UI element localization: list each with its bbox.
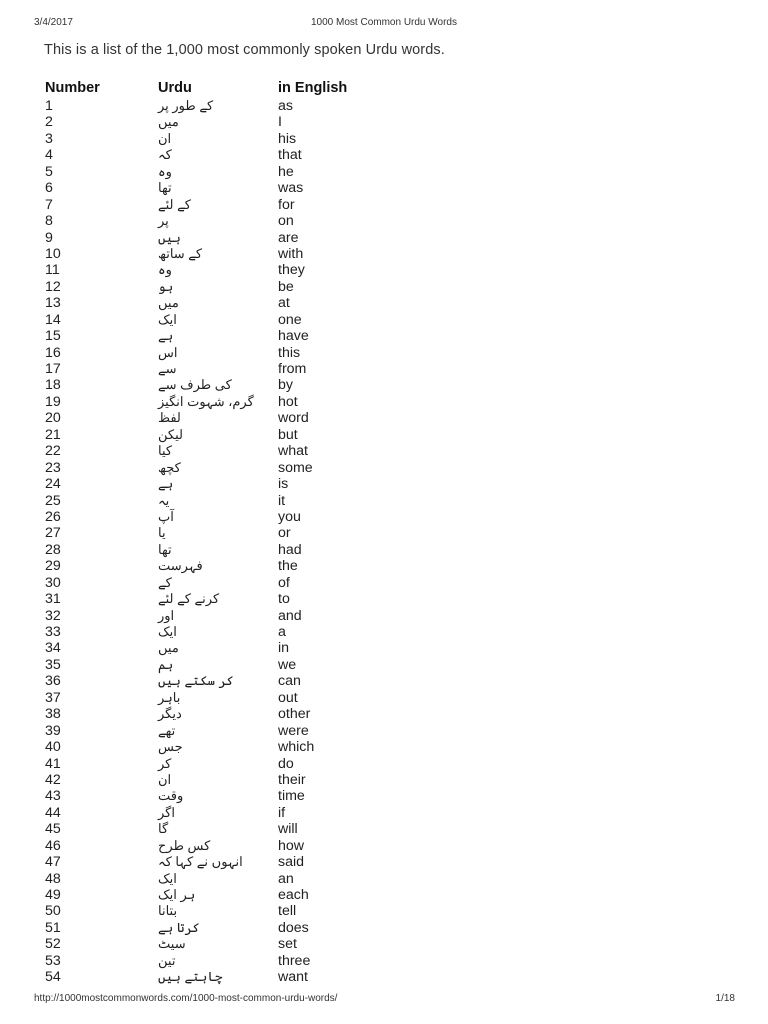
table-row [45,739,405,755]
intro-text: This is a list of the 1,000 most commonly spoken Urdu words. [44,42,445,58]
row-english-word: said [278,854,305,871]
table-row [45,361,405,377]
row-number: 53 [45,952,61,969]
row-english-word: time [278,788,305,805]
row-english-word: he [278,163,294,180]
row-urdu-word [158,476,278,492]
row-english-word: by [278,377,293,394]
row-urdu-word [158,903,278,919]
urdu-text: کے [158,574,172,590]
row-english-word: at [278,295,290,312]
row-urdu-word [158,410,278,426]
urdu-text: جس [158,739,183,755]
table-row [45,493,405,509]
row-urdu-word [158,673,278,689]
table-row [45,147,405,163]
row-number: 51 [45,919,61,936]
urdu-text: لفظ [158,410,181,426]
row-number: 8 [45,213,53,230]
urdu-text: یا [158,525,166,541]
row-urdu-word [158,772,278,788]
urdu-text: ہے [158,476,174,492]
row-english-word: in [278,640,290,657]
row-number: 27 [45,525,61,542]
urdu-text: تھا [158,541,172,557]
row-urdu-word [158,608,278,624]
table-row [45,673,405,689]
row-number: 19 [45,393,61,410]
header-date: 3/4/2017 [34,17,73,28]
urdu-text: میں [158,114,179,130]
row-urdu-word [158,394,278,410]
urdu-text: ہے [158,328,174,344]
urdu-text: ان [158,130,172,146]
urdu-text: ہیں [158,229,181,245]
row-english-word: which [278,739,315,756]
table-row [45,98,405,114]
row-english-word: from [278,361,307,377]
table-row [45,871,405,887]
table-row [45,772,405,788]
row-urdu-word [158,328,278,344]
row-urdu-word [158,509,278,525]
row-number: 16 [45,344,61,361]
row-english-word: as [278,98,293,114]
row-urdu-word [158,657,278,673]
urdu-text: ہو [158,278,174,294]
row-number: 41 [45,755,61,772]
row-urdu-word [158,377,278,393]
table-row [45,936,405,952]
word-table [45,80,405,986]
row-english-word: their [278,771,306,788]
row-urdu-word [158,525,278,541]
row-number: 29 [45,558,61,575]
row-number: 30 [45,574,61,591]
row-english-word: an [278,870,294,887]
table-row [45,805,405,821]
row-number: 4 [45,147,53,164]
row-number: 43 [45,788,61,805]
row-urdu-word [158,279,278,295]
row-english-word: had [278,541,302,558]
table-row [45,114,405,130]
urdu-text: اس [158,344,178,360]
row-number: 15 [45,328,61,345]
row-urdu-word [158,131,278,147]
table-row [45,821,405,837]
table-row [45,328,405,344]
row-number: 14 [45,311,61,328]
urdu-text: چاہتے ہیں [158,969,223,985]
row-english-word: his [278,130,297,147]
urdu-text: کیا [158,443,173,459]
row-urdu-word [158,312,278,328]
row-urdu-word [158,821,278,837]
table-header [45,80,405,98]
header-title: 1000 Most Common Urdu Words [311,17,457,28]
row-english-word: can [278,673,301,690]
row-english-word: word [278,410,309,427]
table-row [45,295,405,311]
table-row [45,887,405,903]
urdu-text: ہر ایک [158,887,196,902]
row-number: 54 [45,969,61,986]
row-urdu-word [158,197,278,213]
row-urdu-word [158,460,278,476]
urdu-text: گا [158,821,169,837]
row-urdu-word [158,640,278,656]
row-number: 52 [45,936,61,953]
row-urdu-word [158,180,278,196]
urdu-text: یہ [158,492,170,508]
column-header-english: in English [278,80,348,96]
row-number: 46 [45,837,61,854]
row-urdu-word [158,575,278,591]
urdu-text: فہرست [158,558,203,574]
row-urdu-word [158,756,278,772]
table-row [45,723,405,739]
row-number: 37 [45,689,61,706]
table-row [45,197,405,213]
table-row [45,788,405,804]
row-number: 11 [45,262,60,279]
table-row [45,394,405,410]
urdu-text: گرم، شہوت انگیز [158,393,254,409]
row-urdu-word [158,558,278,574]
row-english-word: out [278,689,298,706]
urdu-text: ان [158,771,172,787]
row-number: 44 [45,804,61,821]
row-english-word: does [278,919,309,936]
row-urdu-word [158,838,278,854]
row-number: 47 [45,854,61,871]
urdu-text: اور [158,607,175,623]
row-urdu-word [158,871,278,887]
row-number: 7 [45,196,53,213]
row-urdu-word [158,230,278,246]
row-english-word: of [278,574,290,591]
row-english-word: you [278,508,301,525]
row-english-word: we [278,656,297,673]
urdu-text: سے [158,361,177,376]
row-number: 40 [45,739,61,756]
row-english-word: was [278,180,304,197]
row-number: 25 [45,492,61,509]
row-number: 20 [45,410,61,427]
row-urdu-word [158,969,278,985]
table-row [45,640,405,656]
row-urdu-word [158,706,278,722]
urdu-text: کرتا ہے [158,919,200,935]
table-row [45,509,405,525]
row-urdu-word [158,887,278,903]
row-number: 24 [45,476,61,493]
footer-page-number: 1/18 [715,993,735,1004]
row-number: 9 [45,229,53,246]
urdu-text: انہوں نے کہا کہ [158,854,243,870]
table-row [45,575,405,591]
table-row [45,410,405,426]
table-row [45,279,405,295]
urdu-text: میں [158,640,179,656]
urdu-text: پر [158,213,169,229]
table-body [45,98,405,986]
row-number: 31 [45,591,61,608]
row-urdu-word [158,624,278,640]
row-urdu-word [158,427,278,443]
row-english-word: and [278,607,302,624]
urdu-text: بتانا [158,903,178,919]
row-english-word: a [278,624,286,640]
row-urdu-word [158,854,278,870]
column-header-urdu: Urdu [158,80,192,96]
row-number: 1 [45,98,53,114]
row-english-word: set [278,936,297,953]
table-row [45,920,405,936]
row-english-word: will [278,821,298,838]
row-english-word: want [278,969,308,986]
row-number: 23 [45,459,61,476]
urdu-text: کچھ [158,459,181,475]
row-number: 42 [45,771,61,788]
table-row [45,213,405,229]
row-number: 21 [45,426,61,443]
row-number: 39 [45,722,61,739]
table-row [45,854,405,870]
row-english-word: do [278,755,294,772]
row-urdu-word [158,690,278,706]
table-row [45,542,405,558]
row-number: 35 [45,656,61,673]
row-number: 32 [45,607,61,624]
row-urdu-word [158,542,278,558]
urdu-text: تھا [158,180,172,196]
table-row [45,838,405,854]
urdu-text: تھے [158,722,176,738]
table-row [45,443,405,459]
row-number: 3 [45,130,53,147]
row-english-word: or [278,525,291,542]
footer-url[interactable]: http://1000mostcommonwords.com/1000-most-common-urdu-words/ [34,993,338,1004]
row-english-word: tell [278,903,297,920]
table-row [45,690,405,706]
row-urdu-word [158,936,278,952]
row-number: 18 [45,377,61,394]
row-number: 12 [45,278,61,295]
table-row [45,312,405,328]
urdu-text: دیگر [158,706,182,722]
row-english-word: with [278,245,304,262]
urdu-text: ایک [158,624,177,639]
row-number: 22 [45,443,61,460]
row-urdu-word [158,345,278,361]
row-urdu-word [158,739,278,755]
table-row [45,706,405,722]
urdu-text: کر [158,755,172,771]
row-english-word: hot [278,393,298,410]
table-row [45,953,405,969]
row-number: 48 [45,870,61,887]
table-row [45,525,405,541]
row-urdu-word [158,164,278,180]
row-number: 45 [45,821,61,838]
table-row [45,756,405,772]
row-urdu-word [158,246,278,262]
row-english-word: are [278,229,299,246]
row-number: 5 [45,163,53,180]
row-english-word: but [278,426,298,443]
urdu-text: کر سکتے ہیں [158,673,234,689]
row-english-word: this [278,344,301,361]
urdu-text: کے لئے [158,196,191,212]
row-english-word: be [278,278,294,295]
table-row [45,262,405,278]
row-english-word: if [278,804,286,821]
table-row [45,608,405,624]
urdu-text: وہ [158,163,172,179]
row-number: 50 [45,903,61,920]
table-row [45,558,405,574]
row-english-word: on [278,213,294,230]
table-row [45,969,405,985]
urdu-text: لیکن [158,426,183,442]
table-row [45,657,405,673]
urdu-text: کے طور پر [158,98,214,113]
table-row [45,377,405,393]
row-urdu-word [158,98,278,114]
urdu-text: کرنے کے لئے [158,591,220,607]
urdu-text: آپ [158,508,174,524]
row-english-word: is [278,476,289,493]
row-urdu-word [158,262,278,278]
table-row [45,131,405,147]
row-urdu-word [158,920,278,936]
table-row [45,345,405,361]
row-urdu-word [158,591,278,607]
row-english-word: were [278,722,309,739]
row-urdu-word [158,443,278,459]
row-english-word: they [278,262,305,279]
row-english-word: one [278,311,302,328]
urdu-text: وہ [158,262,172,278]
row-urdu-word [158,213,278,229]
row-english-word: how [278,837,305,854]
urdu-text: اگر [158,804,175,820]
row-urdu-word [158,361,278,377]
table-row [45,164,405,180]
table-row [45,246,405,262]
row-urdu-word [158,953,278,969]
row-urdu-word [158,788,278,804]
table-row [45,624,405,640]
urdu-text: کی طرف سے [158,377,232,393]
row-english-word: that [278,147,302,164]
table-row [45,180,405,196]
row-number: 26 [45,508,61,525]
row-number: 36 [45,673,61,690]
row-number: 38 [45,706,61,723]
urdu-text: ایک [158,870,177,886]
row-urdu-word [158,114,278,130]
urdu-text: ہم [158,656,174,672]
urdu-text: ایک [158,311,177,327]
row-english-word: other [278,706,311,723]
row-urdu-word [158,805,278,821]
row-english-word: have [278,328,309,345]
urdu-text: کے ساتھ [158,245,203,261]
row-number: 17 [45,361,61,377]
row-number: 13 [45,295,61,312]
row-english-word: each [278,887,309,903]
row-urdu-word [158,295,278,311]
urdu-text: وقت [158,788,184,804]
row-number: 10 [45,245,61,262]
row-english-word: to [278,591,290,608]
row-number: 2 [45,114,53,131]
table-row [45,427,405,443]
row-urdu-word [158,147,278,163]
row-urdu-word [158,723,278,739]
urdu-text: باہر [158,689,181,705]
urdu-text: کہ [158,147,172,163]
row-number: 6 [45,180,53,197]
table-row [45,230,405,246]
row-number: 28 [45,541,61,558]
urdu-text: کس طرح [158,837,211,853]
row-english-word: I [278,114,282,131]
row-english-word: for [278,196,295,213]
row-number: 33 [45,624,61,640]
urdu-text: میں [158,295,179,311]
row-english-word: it [278,492,286,509]
table-row [45,591,405,607]
row-urdu-word [158,493,278,509]
urdu-text: تین [158,952,176,968]
urdu-text: سیٹ [158,936,186,952]
table-row [45,476,405,492]
column-header-number: Number [45,80,100,96]
row-english-word: what [278,443,308,460]
row-number: 49 [45,887,61,903]
row-english-word: three [278,952,311,969]
table-row [45,460,405,476]
table-row [45,903,405,919]
row-english-word: some [278,459,313,476]
row-english-word: the [278,558,298,575]
row-number: 34 [45,640,61,657]
